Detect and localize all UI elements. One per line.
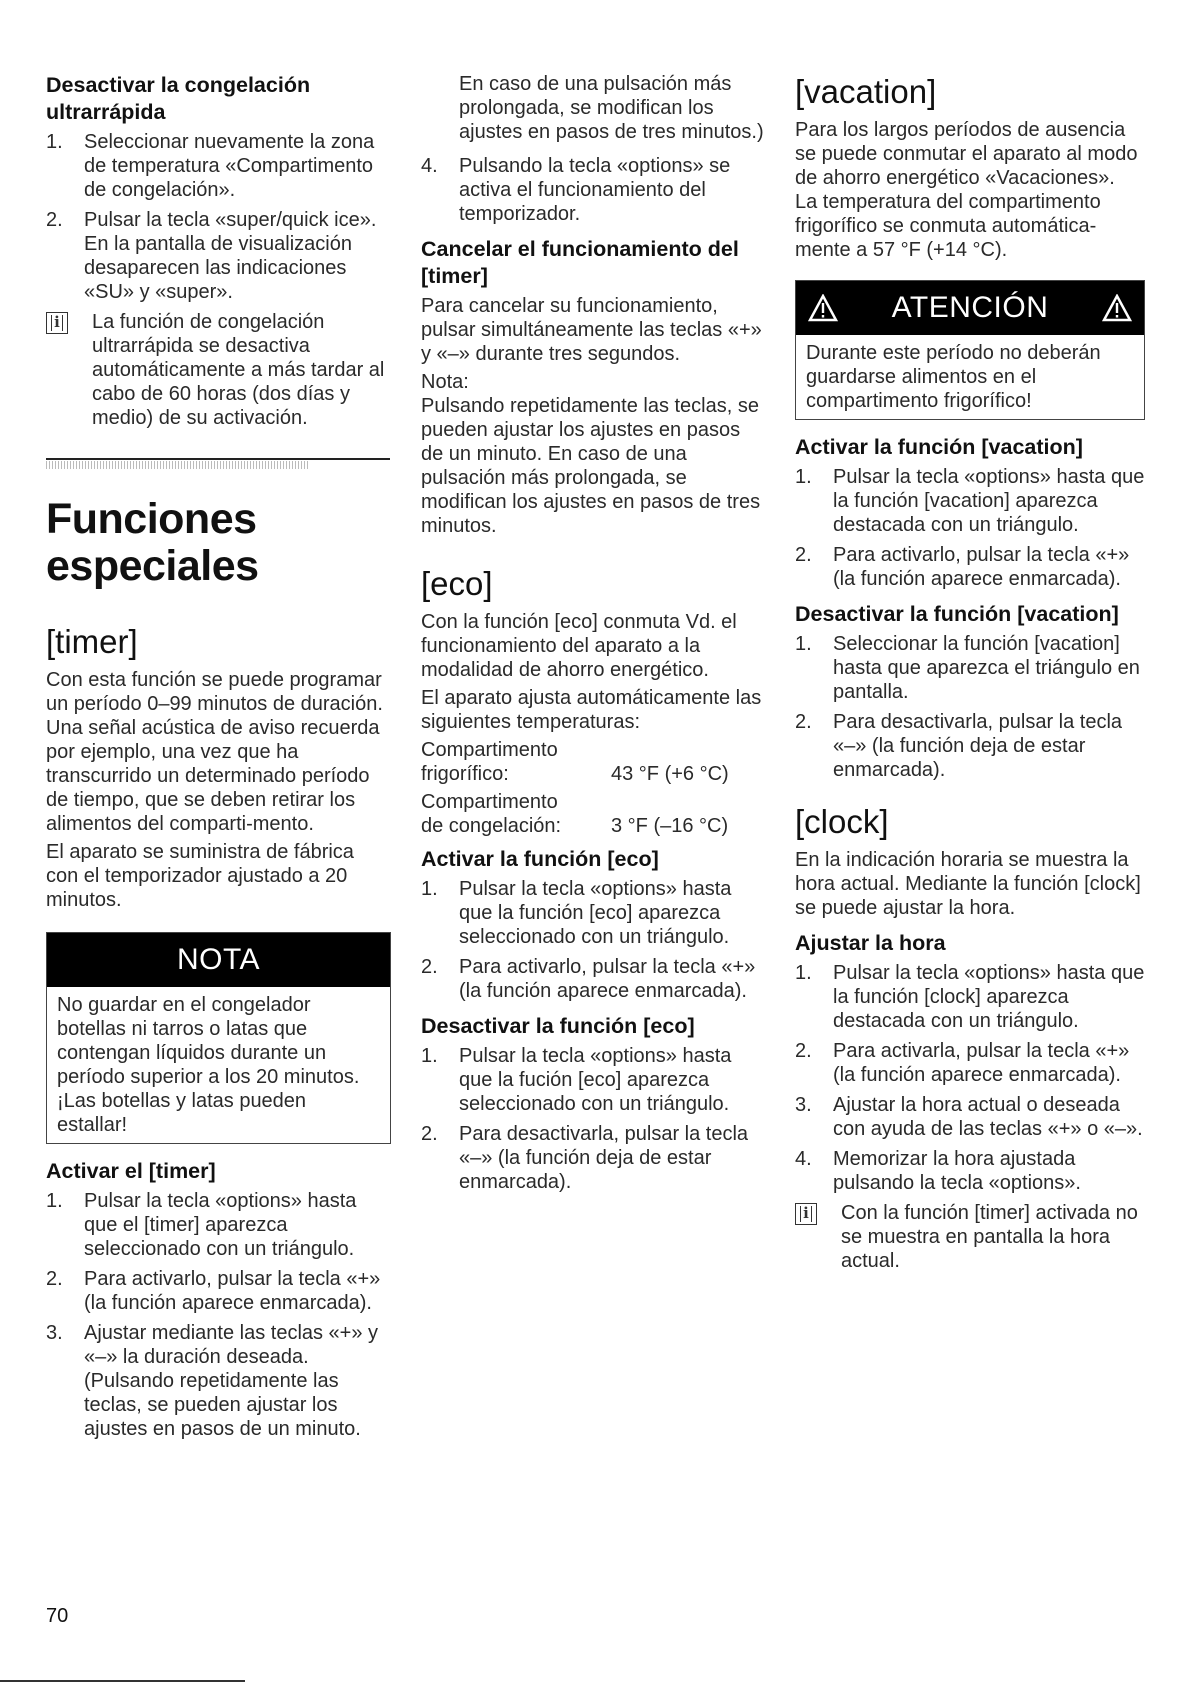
heading-deactivate-super-freeze: Desactivar la congelación ultrarrápida [46, 73, 311, 124]
info-note-clock: i Con la función [timer] activada no se muestra en pantalla la hora actual. [795, 1201, 1145, 1273]
deactivate-vacation-steps [795, 632, 1145, 782]
column-2 [421, 72, 766, 1200]
heading-activate-eco: Activar la función [eco] [421, 847, 659, 871]
heading-deactivate-vacation: Desactivar la función [vacation] [795, 602, 1119, 626]
deactivate-super-steps [46, 130, 391, 304]
clock-paragraph: En la indicación horaria se muestra la hora actual. Mediante la función [clock] se puede ajustar la hora. [795, 849, 1141, 919]
list-item: 2. Para activarlo, pulsar la tecla «+» (la función aparece enmarcada). [795, 544, 1130, 590]
deactivate-eco-steps [421, 1044, 766, 1194]
warning-icon [1102, 294, 1132, 322]
activate-vacation-steps [795, 465, 1145, 591]
list-item: 1. Pulsar la tecla «options» hasta que la función [clock] aparezca destacada con un triángulo. [795, 962, 1145, 1032]
eco-paragraph-1: Con la función [eco] conmuta Vd. el funcionamiento del aparato a la modalidad de ahorro energético. [421, 611, 737, 681]
atencion-text: Durante este período no deberán guardarse alimentos en el compartimento frigorífico! [806, 342, 1101, 412]
set-time-steps [795, 961, 1145, 1195]
list-item: 3. Ajustar la hora actual o deseada con ayuda de las teclas «+» o «–». [795, 1094, 1143, 1140]
info-note-super: i La función de congelación ultrarrápida se desactiva automáticamente a más tardar al cabo de 60 horas (dos días y medio) de su activación. [46, 310, 391, 430]
list-item: 1. Pulsar la tecla «options» hasta que la función [vacation] aparezca destacada con un triángulo. [795, 466, 1145, 536]
activate-timer-steps [46, 1189, 391, 1441]
divider-hatch [46, 461, 310, 469]
timer-step-4 [421, 154, 766, 226]
heading-activate-vacation: Activar la función [vacation] [795, 435, 1083, 459]
list-item: 2. Para activarlo, pulsar la tecla «+» (la función aparece enmarcada). [46, 1268, 381, 1314]
list-item: 4. Pulsando la tecla «options» se activa el funcionamiento del temporizador. [421, 155, 731, 225]
eco-paragraph-2: El aparato ajusta automáticamente las siguientes temperaturas: [421, 687, 762, 733]
column-1 [46, 72, 391, 1447]
heading-vacation: [vacation] [795, 73, 937, 110]
list-item: 2. Para desactivarla, pulsar la tecla «–» (la función deja de estar enmarcada). [421, 1123, 749, 1193]
timer-paragraph-1: Con esta función se puede programar un período 0–99 minutos de duración. Una señal acústica de aviso recuerda por ejemplo, una vez que ha transcurrido un determinado período de tiempo, que se deben retirar los alimentos del comparti-mento. [46, 669, 383, 835]
list-item: 1. Pulsar la tecla «options» hasta que el [timer] aparezca seleccionado con un triángulo. [46, 1190, 357, 1260]
footer-line [0, 1680, 245, 1682]
atencion-header [796, 281, 1144, 335]
list-item: 3. Ajustar mediante las teclas «+» y «–» la duración deseada. (Pulsando repetidamente las teclas, se pueden ajustar los ajustes en pasos de un minuto. [46, 1322, 379, 1440]
cancel-paragraph-2: Pulsando repetidamente las teclas, se pueden ajustar los ajustes en pasos de un minuto. En caso de una pulsación más prolongada, se modifican los ajustes en pasos de tres minutos. [421, 395, 761, 537]
activate-eco-steps [421, 877, 766, 1003]
nota-title: NOTA [47, 933, 390, 987]
list-item: 1. Seleccionar nuevamente la zona de temperatura «Compartimento de congelación». [46, 131, 375, 201]
nota-label: Nota: [421, 371, 469, 393]
atencion-box [795, 280, 1145, 420]
list-item: 2. Pulsar la tecla «super/quick ice». En la pantalla de visualización desaparecen las indicaciones «SU» y «super». [46, 209, 377, 303]
column-3 [795, 72, 1145, 1277]
atencion-title: ATENCIÓN [891, 291, 1049, 324]
continued-text: En caso de una pulsación más prolongada, se modifican los ajustes en pasos de tres minutos.) [459, 73, 764, 143]
temp-row-freezer: Compartimento de congelación: 3 °F (–16 °C) [421, 791, 729, 837]
heading-clock: [clock] [795, 803, 889, 840]
nota-text: No guardar en el congelador botellas ni tarros o latas que contengan líquidos durante un período superior a los 20 minutos. ¡Las botellas y latas pueden estallar! [57, 994, 360, 1136]
list-item: 1. Pulsar la tecla «options» hasta que la fución [eco] aparezca seleccionado con un triángulo. [421, 1045, 732, 1115]
heading-activate-timer: Activar el [timer] [46, 1159, 216, 1183]
list-item: 2. Para activarla, pulsar la tecla «+» (la función aparece enmarcada). [795, 1040, 1130, 1086]
divider-line [46, 458, 390, 460]
heading-special-functions: Funciones especiales [46, 495, 259, 590]
info-icon: i [795, 1203, 817, 1225]
temp-value: 43 °F (+6 °C) [611, 763, 729, 785]
heading-deactivate-eco: Desactivar la función [eco] [421, 1014, 695, 1038]
vacation-paragraph-1: Para los largos períodos de ausencia se puede conmutar el aparato al modo de ahorro energético «Vacaciones». [795, 119, 1138, 189]
nota-box [46, 932, 391, 1144]
info-icon: i [46, 312, 68, 334]
list-item: 2. Para activarlo, pulsar la tecla «+» (la función aparece enmarcada). [421, 956, 756, 1002]
temp-value: 3 °F (–16 °C) [611, 815, 729, 837]
heading-eco: [eco] [421, 565, 493, 602]
page-number: 70 [46, 1605, 69, 1627]
heading-cancel-timer: Cancelar el funcionamiento del [timer] [421, 237, 739, 288]
list-item: 1. Pulsar la tecla «options» hasta que la función [eco] aparezca seleccionado con un triángulo. [421, 878, 732, 948]
heading-set-time: Ajustar la hora [795, 931, 946, 955]
list-item: 1. Seleccionar la función [vacation] hasta que aparezca el triángulo en pantalla. [795, 633, 1140, 703]
heading-timer: [timer] [46, 623, 138, 660]
timer-paragraph-2: El aparato se suministra de fábrica con el temporizador ajustado a 20 minutos. [46, 841, 354, 911]
section-divider [46, 458, 391, 470]
list-item: 4. Memorizar la hora ajustada pulsando la tecla «options». [795, 1148, 1081, 1194]
list-item: 2. Para desactivarla, pulsar la tecla «–» (la función deja de estar enmarcada). [795, 711, 1123, 781]
temp-row-fridge: Compartimento frigorífico: 43 °F (+6 °C) [421, 739, 729, 785]
cancel-paragraph-1: Para cancelar su funcionamiento, pulsar simultáneamente las teclas «+» y «–» durante tres segundos. [421, 295, 762, 365]
vacation-paragraph-2: La temperatura del compartimento frigorífico se conmuta automática-mente a 57 °F (+14 °C). [795, 191, 1101, 261]
warning-icon [808, 294, 838, 322]
